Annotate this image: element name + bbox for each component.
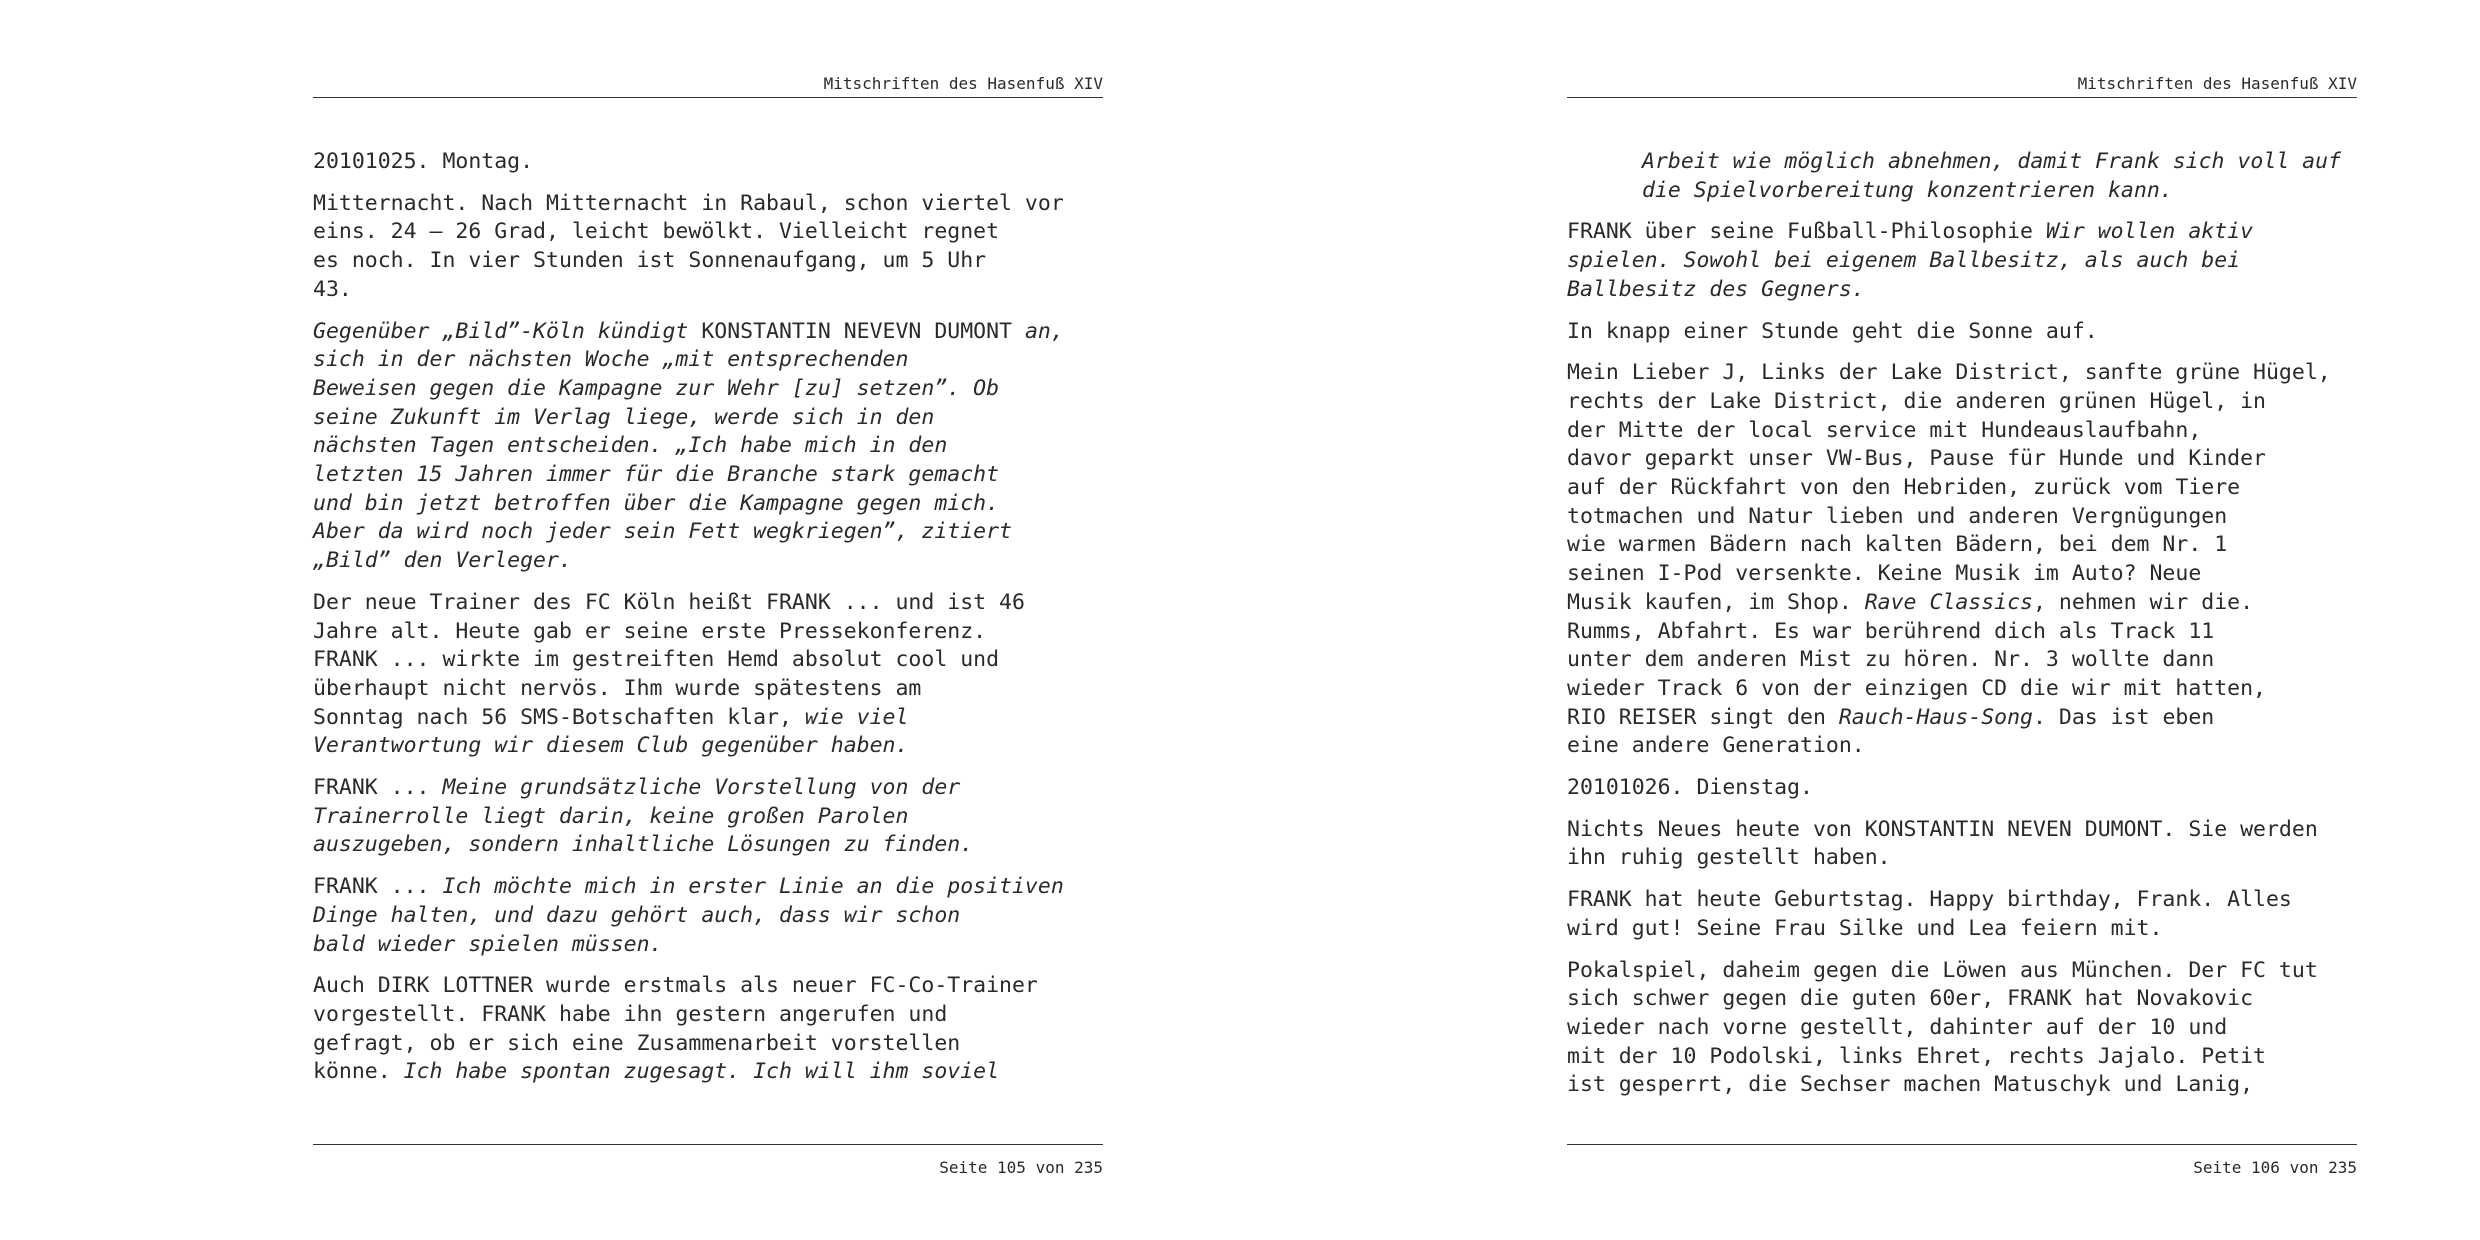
text-line [313, 831, 1103, 860]
text: Rumms, Abfahrt. Es war berührend dich als Track 11 [1567, 618, 2215, 644]
text: RIO REISER singt den [1567, 704, 1839, 730]
left-page [313, 0, 1103, 1240]
text-line [1567, 474, 2357, 503]
text: seinen I-Pod versenkte. Keine Musik im Auto? Neue [1567, 561, 2202, 587]
footer-rule [313, 1144, 1103, 1145]
text: könne. [313, 1059, 404, 1085]
text: FRANK ... [313, 874, 443, 900]
text-line [1567, 618, 2357, 647]
text: wieder nach vorne gestellt, dahinter auf der 10 und [1567, 1014, 2228, 1040]
text-line [1567, 318, 2357, 347]
text-line [1567, 732, 2357, 761]
paragraph [313, 972, 1103, 1087]
text-line [1567, 675, 2357, 704]
header-rule [313, 97, 1103, 98]
text-line [313, 276, 1103, 305]
text-line [1567, 276, 2357, 305]
text: gefragt, ob er sich eine Zusammenarbeit vorstellen [313, 1030, 961, 1056]
text: es noch. In vier Stunden ist Sonnenaufgang, um 5 Uhr [313, 248, 987, 274]
text-line [1567, 589, 2357, 618]
italic-text: spielen. Sowohl bei eigenem Ballbesitz, als auch bei [1567, 248, 2241, 274]
italic-text: Dinge halten, und dazu gehört auch, dass wir schon [313, 902, 961, 928]
text: FRANK hat heute Geburtstag. Happy birthday, Frank. Alles [1567, 887, 2292, 913]
italic-text: Verantwortung wir diesem Club gegenüber haben. [313, 733, 909, 759]
italic-text: letzten 15 Jahren immer für die Branche stark gemacht [313, 462, 1000, 488]
italic-text: Ich möchte mich in erster Linie an die positiven [442, 874, 1064, 900]
text-line [313, 931, 1103, 960]
page-body [1567, 148, 2357, 1113]
italic-text: „Bild” den Verleger. [313, 548, 572, 574]
text-line [1567, 886, 2357, 915]
text-line [1642, 148, 2357, 177]
text-line [1567, 704, 2357, 733]
text-line [313, 247, 1103, 276]
paragraph [313, 190, 1103, 305]
paragraph [1567, 886, 2357, 943]
text-line [313, 618, 1103, 647]
italic-text: Ballbesitz des Gegners. [1567, 276, 1865, 302]
page-body [313, 148, 1103, 1100]
text-line [1567, 646, 2357, 675]
text: mit der 10 Podolski, links Ehret, rechts Jajalo. Petit [1567, 1043, 2266, 1069]
text: , nehmen wir die. [2033, 589, 2254, 615]
text-line [313, 346, 1103, 375]
text: auf der Rückfahrt von den Hebriden, zurück vom Tiere [1567, 475, 2241, 501]
paragraph [313, 318, 1103, 576]
text: Der neue Trainer des FC Köln heißt FRANK ... und ist 46 [313, 589, 1025, 615]
text: Auch DIRK LOTTNER wurde erstmals als neuer FC-Co-Trainer [313, 973, 1038, 999]
italic-text: Gegenüber „Bild”-Köln kündigt [313, 318, 702, 344]
right-page [1567, 0, 2357, 1240]
text: davor geparkt unser VW-Bus, Pause für Hunde und Kinder [1567, 446, 2266, 472]
text: Musik kaufen, im Shop. [1567, 589, 1865, 615]
text-line [313, 1030, 1103, 1059]
text-line [313, 646, 1103, 675]
text-line [1567, 844, 2357, 873]
paragraph [1567, 218, 2357, 304]
italic-text: wie viel [804, 704, 909, 730]
footer-rule [1567, 1144, 2357, 1145]
text-line [313, 547, 1103, 576]
text-line [313, 148, 1103, 177]
text: Pokalspiel, daheim gegen die Löwen aus München. Der FC tut [1567, 957, 2318, 983]
italic-text: Arbeit wie möglich abnehmen, damit Frank sich voll auf [1642, 149, 2341, 174]
italic-text: Meine grundsätzliche Vorstellung von der [442, 775, 961, 801]
paragraph [1567, 816, 2357, 873]
text: Nichts Neues heute von KONSTANTIN NEVEN DUMONT. Sie werden [1567, 816, 2318, 842]
text-line [313, 803, 1103, 832]
text-line [313, 218, 1103, 247]
text-line [1567, 359, 2357, 388]
text-line [313, 774, 1103, 803]
page-header: Mitschriften des Hasenfuß XIV [2077, 74, 2357, 93]
text-line [1642, 177, 2357, 206]
text: ist gesperrt, die Sechser machen Matuschyk und Lanig, [1567, 1072, 2254, 1098]
text: FRANK ... [313, 775, 443, 801]
italic-text: an, [1024, 318, 1064, 344]
text: eine andere Generation. [1567, 733, 1865, 759]
paragraph [1567, 359, 2357, 761]
text: wieder Track 6 von der einzigen CD die wir mit hatten, [1567, 675, 2266, 701]
text-line [1567, 985, 2357, 1014]
italic-text: nächsten Tagen entscheiden. „Ich habe mich in den [313, 433, 948, 459]
text-line [1567, 388, 2357, 417]
text: FRANK über seine Fußball-Philosophie [1567, 219, 2046, 245]
text: Mitternacht. Nach Mitternacht in Rabaul, schon viertel vor [313, 190, 1064, 216]
text: Mein Lieber J, Links der Lake District, sanfte grüne Hügel, [1567, 360, 2331, 386]
text: Jahre alt. Heute gab er seine erste Pressekonferenz. [313, 618, 987, 644]
text: . Das ist eben [2033, 704, 2215, 730]
text-line [313, 972, 1103, 1001]
text-line [1567, 531, 2357, 560]
text: sich schwer gegen die guten 60er, FRANK hat Novakovic [1567, 986, 2254, 1012]
text-line [1567, 445, 2357, 474]
text: In knapp einer Stunde geht die Sonne auf. [1567, 318, 2098, 344]
text-line [313, 1058, 1103, 1087]
paragraph [1567, 774, 2357, 803]
text-line [1567, 503, 2357, 532]
text-line [1567, 218, 2357, 247]
paragraph [313, 589, 1103, 761]
text: überhaupt nicht nervös. Ihm wurde spätestens am [313, 675, 922, 701]
text-line [313, 404, 1103, 433]
text: wie warmen Bädern nach kalten Bädern, bei dem Nr. 1 [1567, 532, 2228, 558]
text-line [313, 518, 1103, 547]
text: vorgestellt. FRANK habe ihn gestern angerufen und [313, 1001, 948, 1027]
text-line [313, 461, 1103, 490]
text-line [313, 1001, 1103, 1030]
paragraph [1567, 148, 2357, 205]
paragraph [1567, 957, 2357, 1101]
page-footer: Seite 105 von 235 [939, 1158, 1103, 1177]
text: 20101026. Dienstag. [1567, 775, 1813, 801]
text-line [1567, 774, 2357, 803]
text-line [313, 704, 1103, 733]
italic-text: auszugeben, sondern inhaltliche Lösungen zu finden. [313, 832, 974, 858]
text-line [313, 318, 1103, 347]
header-rule [1567, 97, 2357, 98]
text-line [313, 675, 1103, 704]
italic-text: bald wieder spielen müssen. [313, 931, 663, 957]
italic-text: sich in der nächsten Woche „mit entsprechenden [313, 347, 909, 373]
text-line [313, 732, 1103, 761]
page-header: Mitschriften des Hasenfuß XIV [823, 74, 1103, 93]
text-line [1567, 816, 2357, 845]
text: eins. 24 – 26 Grad, leicht bewölkt. Vielleicht regnet [313, 219, 1000, 245]
text: 43. [313, 276, 352, 302]
text-line [1567, 247, 2357, 276]
italic-text: Rauch-Haus-Song [1838, 704, 2033, 730]
paragraph [313, 873, 1103, 959]
text-line [313, 873, 1103, 902]
paragraph [313, 148, 1103, 177]
text: wird gut! Seine Frau Silke und Lea feiern mit. [1567, 915, 2163, 941]
text-line [313, 902, 1103, 931]
text: rechts der Lake District, die anderen grünen Hügel, in [1567, 388, 2266, 414]
text: unter dem anderen Mist zu hören. Nr. 3 wollte dann [1567, 647, 2215, 673]
text: totmachen und Natur lieben und anderen Vergnügungen [1567, 503, 2228, 529]
italic-text: Ich habe spontan zugesagt. Ich will ihm soviel [403, 1059, 1000, 1085]
text: FRANK ... wirkte im gestreiften Hemd absolut cool und [313, 647, 1000, 673]
text-line [1567, 417, 2357, 446]
italic-text: Beweisen gegen die Kampagne zur Wehr [zu] setzen”. Ob [313, 375, 1000, 401]
text: ihn ruhig gestellt haben. [1567, 845, 1891, 871]
text-line [313, 490, 1103, 519]
italic-text: Wir wollen aktiv [2045, 219, 2254, 245]
text-line [313, 589, 1103, 618]
italic-text: und bin jetzt betroffen über die Kampagne gegen mich. [313, 490, 1000, 516]
paragraph [313, 774, 1103, 860]
text-line [1567, 1043, 2357, 1072]
text-line [313, 190, 1103, 219]
paragraph [1567, 318, 2357, 347]
text-line [313, 432, 1103, 461]
text: der Mitte der local service mit Hundeauslaufbahn, [1567, 417, 2202, 443]
italic-text: seine Zukunft im Verlag liege, werde sich in den [313, 404, 935, 430]
text: 20101025. Montag. [313, 149, 534, 174]
text: KONSTANTIN NEVEVN DUMONT [701, 318, 1025, 344]
text-line [1567, 1014, 2357, 1043]
italic-text: Aber da wird noch jeder sein Fett wegkriegen”, zitiert [313, 519, 1012, 545]
italic-text: Rave Classics [1864, 589, 2033, 615]
text-line [1567, 1071, 2357, 1100]
italic-text: Trainerrolle liegt darin, keine großen Parolen [313, 803, 909, 829]
text-line [1567, 957, 2357, 986]
italic-text: die Spielvorbereitung konzentrieren kann. [1642, 177, 2173, 203]
page-footer: Seite 106 von 235 [2193, 1158, 2357, 1177]
text-line [313, 375, 1103, 404]
text: Sonntag nach 56 SMS-Botschaften klar, [313, 704, 805, 730]
text-line [1567, 915, 2357, 944]
text-line [1567, 560, 2357, 589]
